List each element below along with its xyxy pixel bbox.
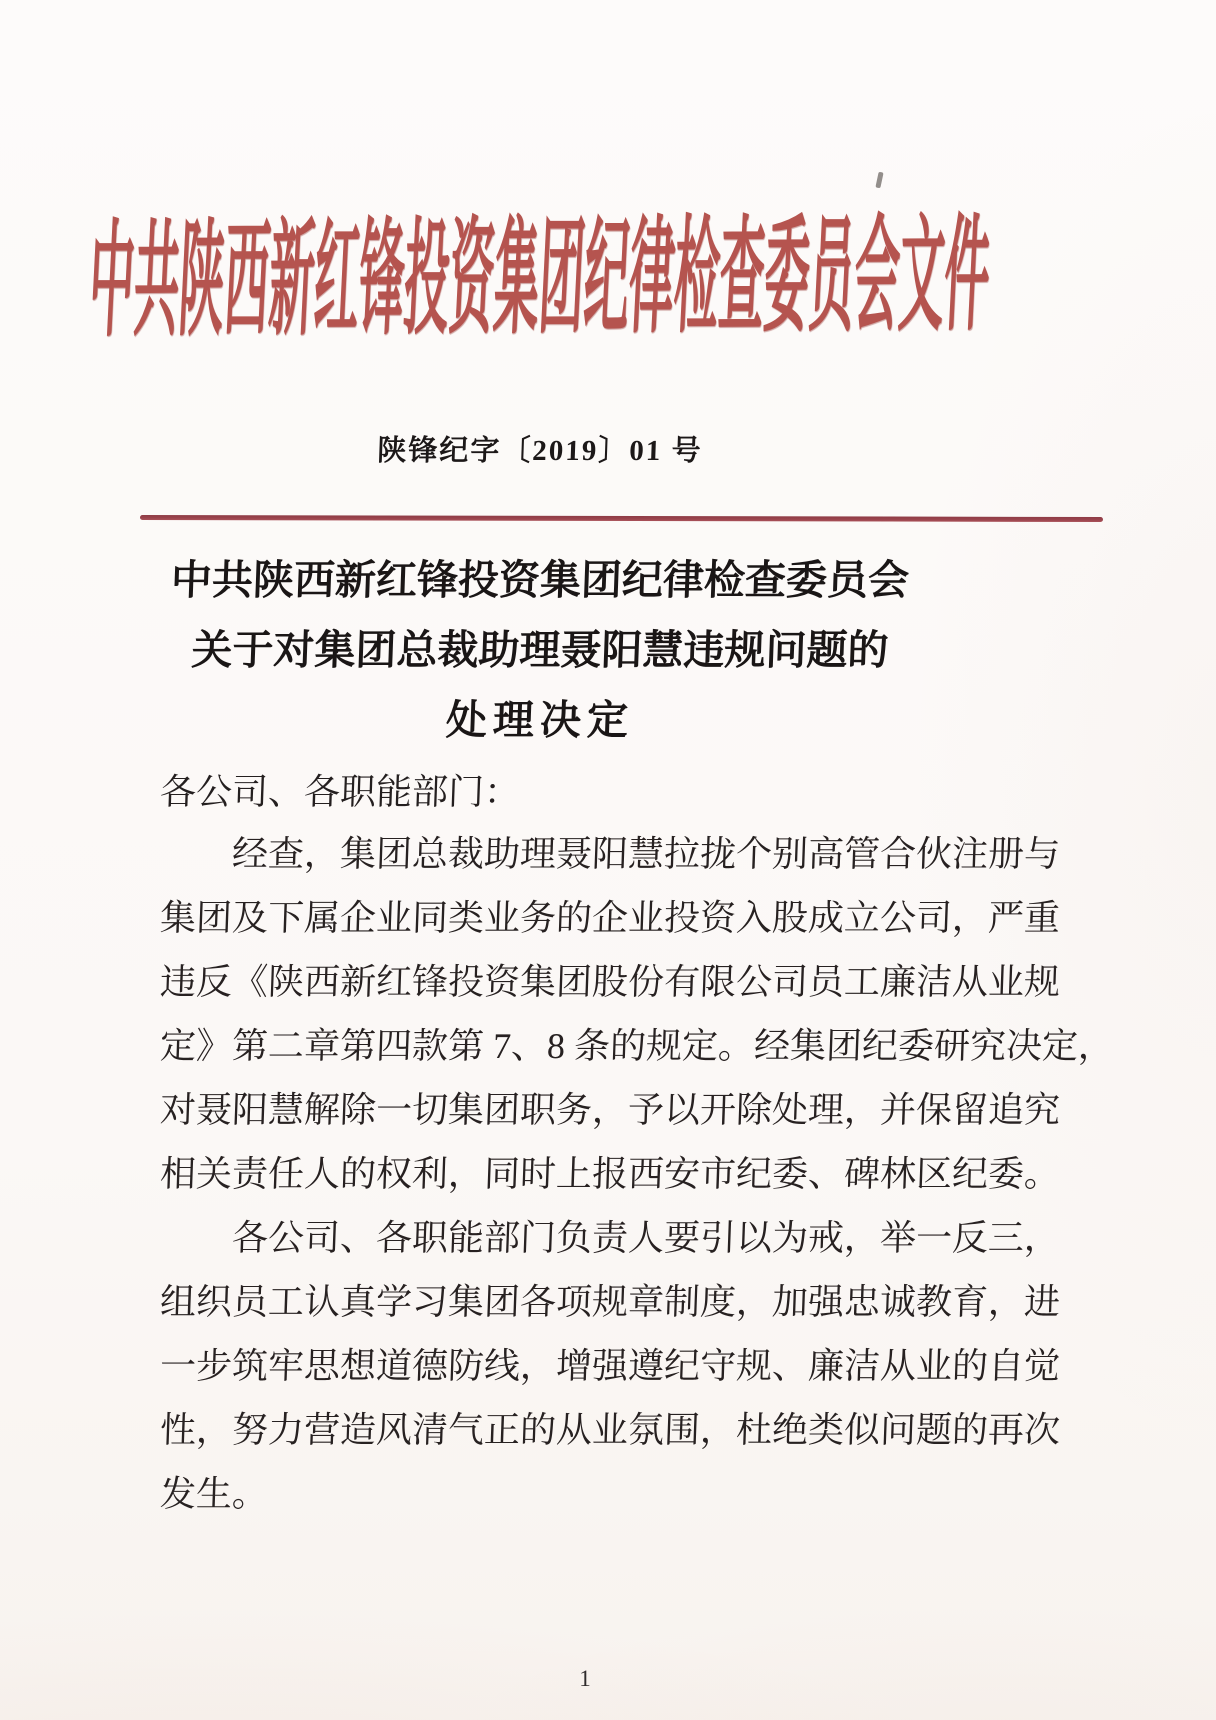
body-line: 组织员工认真学习集团各项规章制度，加强忠诚教育，进 [159, 1282, 1061, 1322]
letterhead-title-row [0, 190, 1080, 352]
red-divider-line [140, 515, 1103, 522]
page-number: 1 [579, 1666, 591, 1691]
body-line: 各公司、各职能部门负责人要引以为戒，举一反三， [231, 1218, 1061, 1258]
doc-number: 陕锋纪字〔2019〕01 号 [376, 435, 704, 467]
document-title [0, 545, 1080, 755]
document-title-line-2: 关于对集团总裁助理聂阳慧违规问题的 [190, 627, 890, 673]
body-line: 相关责任人的权利，同时上报西安市纪委、碑林区纪委。 [159, 1154, 1061, 1194]
body-line: 对聂阳慧解除一切集团职务，予以开除处理，并保留追究 [159, 1090, 1061, 1130]
body-line: 性，努力营造风清气正的从业氛围，杜绝类似问题的再次 [159, 1410, 1061, 1450]
body-line: 经查，集团总裁助理聂阳慧拉拢个别高管合伙注册与 [231, 834, 1061, 874]
body-line: 发生。 [159, 1474, 269, 1514]
body-line: 集团及下属企业同类业务的企业投资入股成立公司，严重 [159, 898, 1061, 938]
letterhead-title: 中共陕西新红锋投资集团纪律检查委员会文件 [85, 205, 993, 352]
document-title-line-1: 中共陕西新红锋投资集团纪律检查委员会 [170, 557, 910, 603]
body-line: 一步筑牢思想道德防线，增强遵纪守规、廉洁从业的自觉 [159, 1346, 1061, 1386]
document-title-line-3: 处理决定 [445, 697, 635, 743]
body-line: 违反《陕西新红锋投资集团股份有限公司员工廉洁从业规 [159, 962, 1061, 1002]
salutation: 各公司、各职能部门： [159, 772, 521, 812]
document-body [159, 822, 1115, 1526]
body-line: 定》第二章第四款第 7、8 条的规定。经集团纪委研究决定， [159, 1026, 1115, 1066]
